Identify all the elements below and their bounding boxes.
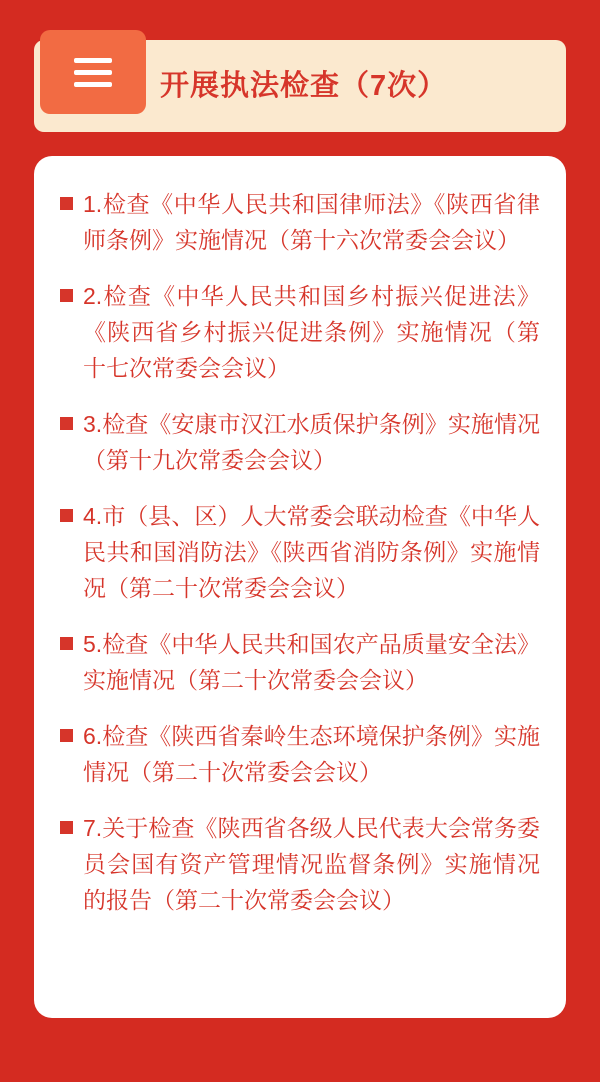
hamburger-menu-icon xyxy=(74,58,112,87)
list-item-text: 2.检查《中华人民共和国乡村振兴促进法》《陕西省乡村振兴促进条例》实施情况（第十七次常委会会议） xyxy=(83,283,540,381)
list-item xyxy=(60,186,540,258)
list-item xyxy=(60,498,540,606)
inspection-list xyxy=(60,186,540,918)
list-item-text: 3.检查《安康市汉江水质保护条例》实施情况（第十九次常委会会议） xyxy=(83,411,540,473)
list-item xyxy=(60,810,540,918)
bullet-square-icon xyxy=(60,197,73,210)
list-item xyxy=(60,406,540,478)
page-root xyxy=(0,40,600,1082)
list-item-text: 5.检查《中华人民共和国农产品质量安全法》实施情况（第二十次常委会会议） xyxy=(83,631,540,693)
list-item xyxy=(60,626,540,698)
page-title: 开展执法检查（7次） xyxy=(160,69,448,102)
bullet-square-icon xyxy=(60,821,73,834)
page-header xyxy=(34,40,566,132)
bullet-square-icon xyxy=(60,729,73,742)
menu-button[interactable] xyxy=(40,30,146,114)
list-item xyxy=(60,278,540,386)
content-card xyxy=(34,156,566,1018)
list-item-text: 7.关于检查《陕西省各级人民代表大会常务委员会国有资产管理情况监督条例》实施情况的报告（第二十次常委会会议） xyxy=(83,815,540,913)
bullet-square-icon xyxy=(60,637,73,650)
list-item-text: 1.检查《中华人民共和国律师法》《陕西省律师条例》实施情况（第十六次常委会会议） xyxy=(83,191,540,253)
list-item xyxy=(60,718,540,790)
list-item-text: 6.检查《陕西省秦岭生态环境保护条例》实施情况（第二十次常委会会议） xyxy=(83,723,540,785)
list-item-text: 4.市（县、区）人大常委会联动检查《中华人民共和国消防法》《陕西省消防条例》实施情况（第二十次常委会会议） xyxy=(83,503,540,601)
bullet-square-icon xyxy=(60,509,73,522)
bullet-square-icon xyxy=(60,289,73,302)
bullet-square-icon xyxy=(60,417,73,430)
